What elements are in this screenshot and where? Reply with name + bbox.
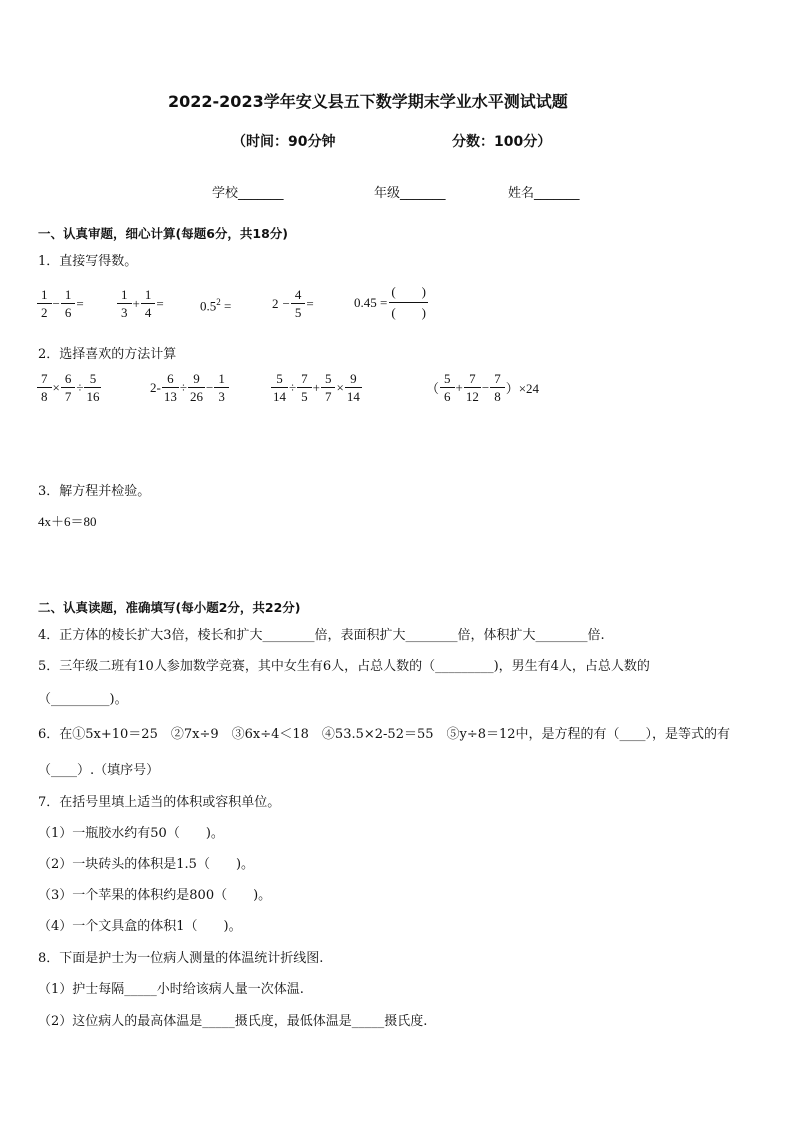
- name-field: 姓名_______: [508, 186, 580, 201]
- question-8-item-1: （1）护士每隔_____小时给该病人量一次体温.: [38, 982, 304, 997]
- question-8-label: 8．下面是护士为一位病人测量的体温统计折线图.: [38, 951, 324, 966]
- q1-expr-3: $0.5^2$ =: [200, 297, 232, 314]
- question-5-line-1: 5．三年级二班有10人参加数学竞赛，其中女生有6人，占总人数的（_________)，男生有4人，占总人数的: [38, 659, 650, 674]
- question-6-line-1: 6．在①5x+10＝25 ②7x÷9 ③6x÷4＜18 ④53.5×2-52＝55 ⑤y÷8＝12中，是方程的有（____），是等式的有: [38, 727, 731, 742]
- q2-expr-4: （ $\frac{5}{6}$ + $\frac{7}{12}$ − $\frac{7}{8}$ ）×24: [426, 371, 540, 404]
- q1-expr-2: $\frac{1}{3}$ + $\frac{1}{4}$ =: [118, 286, 166, 321]
- question-7-item-1: （1）一瓶胶水约有50（ )。: [38, 826, 224, 841]
- question-4: 4．正方体的棱长扩大3倍，棱长和扩大________倍，表面积扩大________倍，体积扩大________倍.: [38, 628, 605, 643]
- section-2-heading: 二、认真读题，准确填写(每小题2分，共22分): [38, 600, 301, 615]
- q1-expr-1: $\frac{1}{2}$ − $\frac{1}{6}$ =: [38, 286, 86, 321]
- q1-expr-5: 0.45 = $\frac{( )}{( )}$: [354, 284, 427, 320]
- school-field: 学校_______: [212, 186, 284, 201]
- question-7-item-2: （2）一块砖头的体积是1.5（ )。: [38, 857, 255, 872]
- question-5-line-2: （_________)。: [38, 692, 128, 707]
- question-8-item-2: （2）这位病人的最高体温是_____摄氏度，最低体温是_____摄氏度.: [38, 1014, 428, 1029]
- question-7-label: 7．在括号里填上适当的体积或容积单位。: [38, 795, 281, 810]
- q2-expr-2: 2- $\frac{6}{13}$ ÷ $\frac{9}{26}$ − $\frac{1}{3}$: [148, 370, 228, 405]
- question-6-line-2: （____）.（填序号）: [38, 763, 160, 778]
- exam-time: （时间：90分钟: [232, 134, 336, 150]
- section-1-heading: 一、认真审题，细心计算(每题6分，共18分): [38, 226, 289, 241]
- grade-field: 年级_______: [374, 186, 446, 201]
- q1-expr-4: 2 − $\frac{4}{5}$ =: [272, 287, 314, 320]
- question-1-label: 1．直接写得数。: [38, 254, 138, 269]
- question-3-equation: 4x＋6＝80: [38, 514, 97, 529]
- q2-expr-3: $\frac{5}{14}$ ÷ $\frac{7}{5}$ + $\frac{5}{7}$ × $\frac{9}{14}$: [273, 371, 360, 404]
- exam-score: 分数：100分）: [452, 134, 552, 150]
- question-7-item-4: （4）一个文具盒的体积1（ )。: [38, 919, 242, 934]
- question-2-label: 2．选择喜欢的方法计算: [38, 347, 177, 362]
- question-3-label: 3．解方程并检验。: [38, 484, 151, 499]
- page-title: 2022-2023学年安义县五下数学期末学业水平测试试题: [168, 92, 568, 111]
- q2-expr-1: $\frac{7}{8}$ × $\frac{6}{7}$ ÷ $\frac{5}{16}$: [38, 370, 100, 405]
- question-7-item-3: （3）一个苹果的体积约是800（ )。: [38, 888, 272, 903]
